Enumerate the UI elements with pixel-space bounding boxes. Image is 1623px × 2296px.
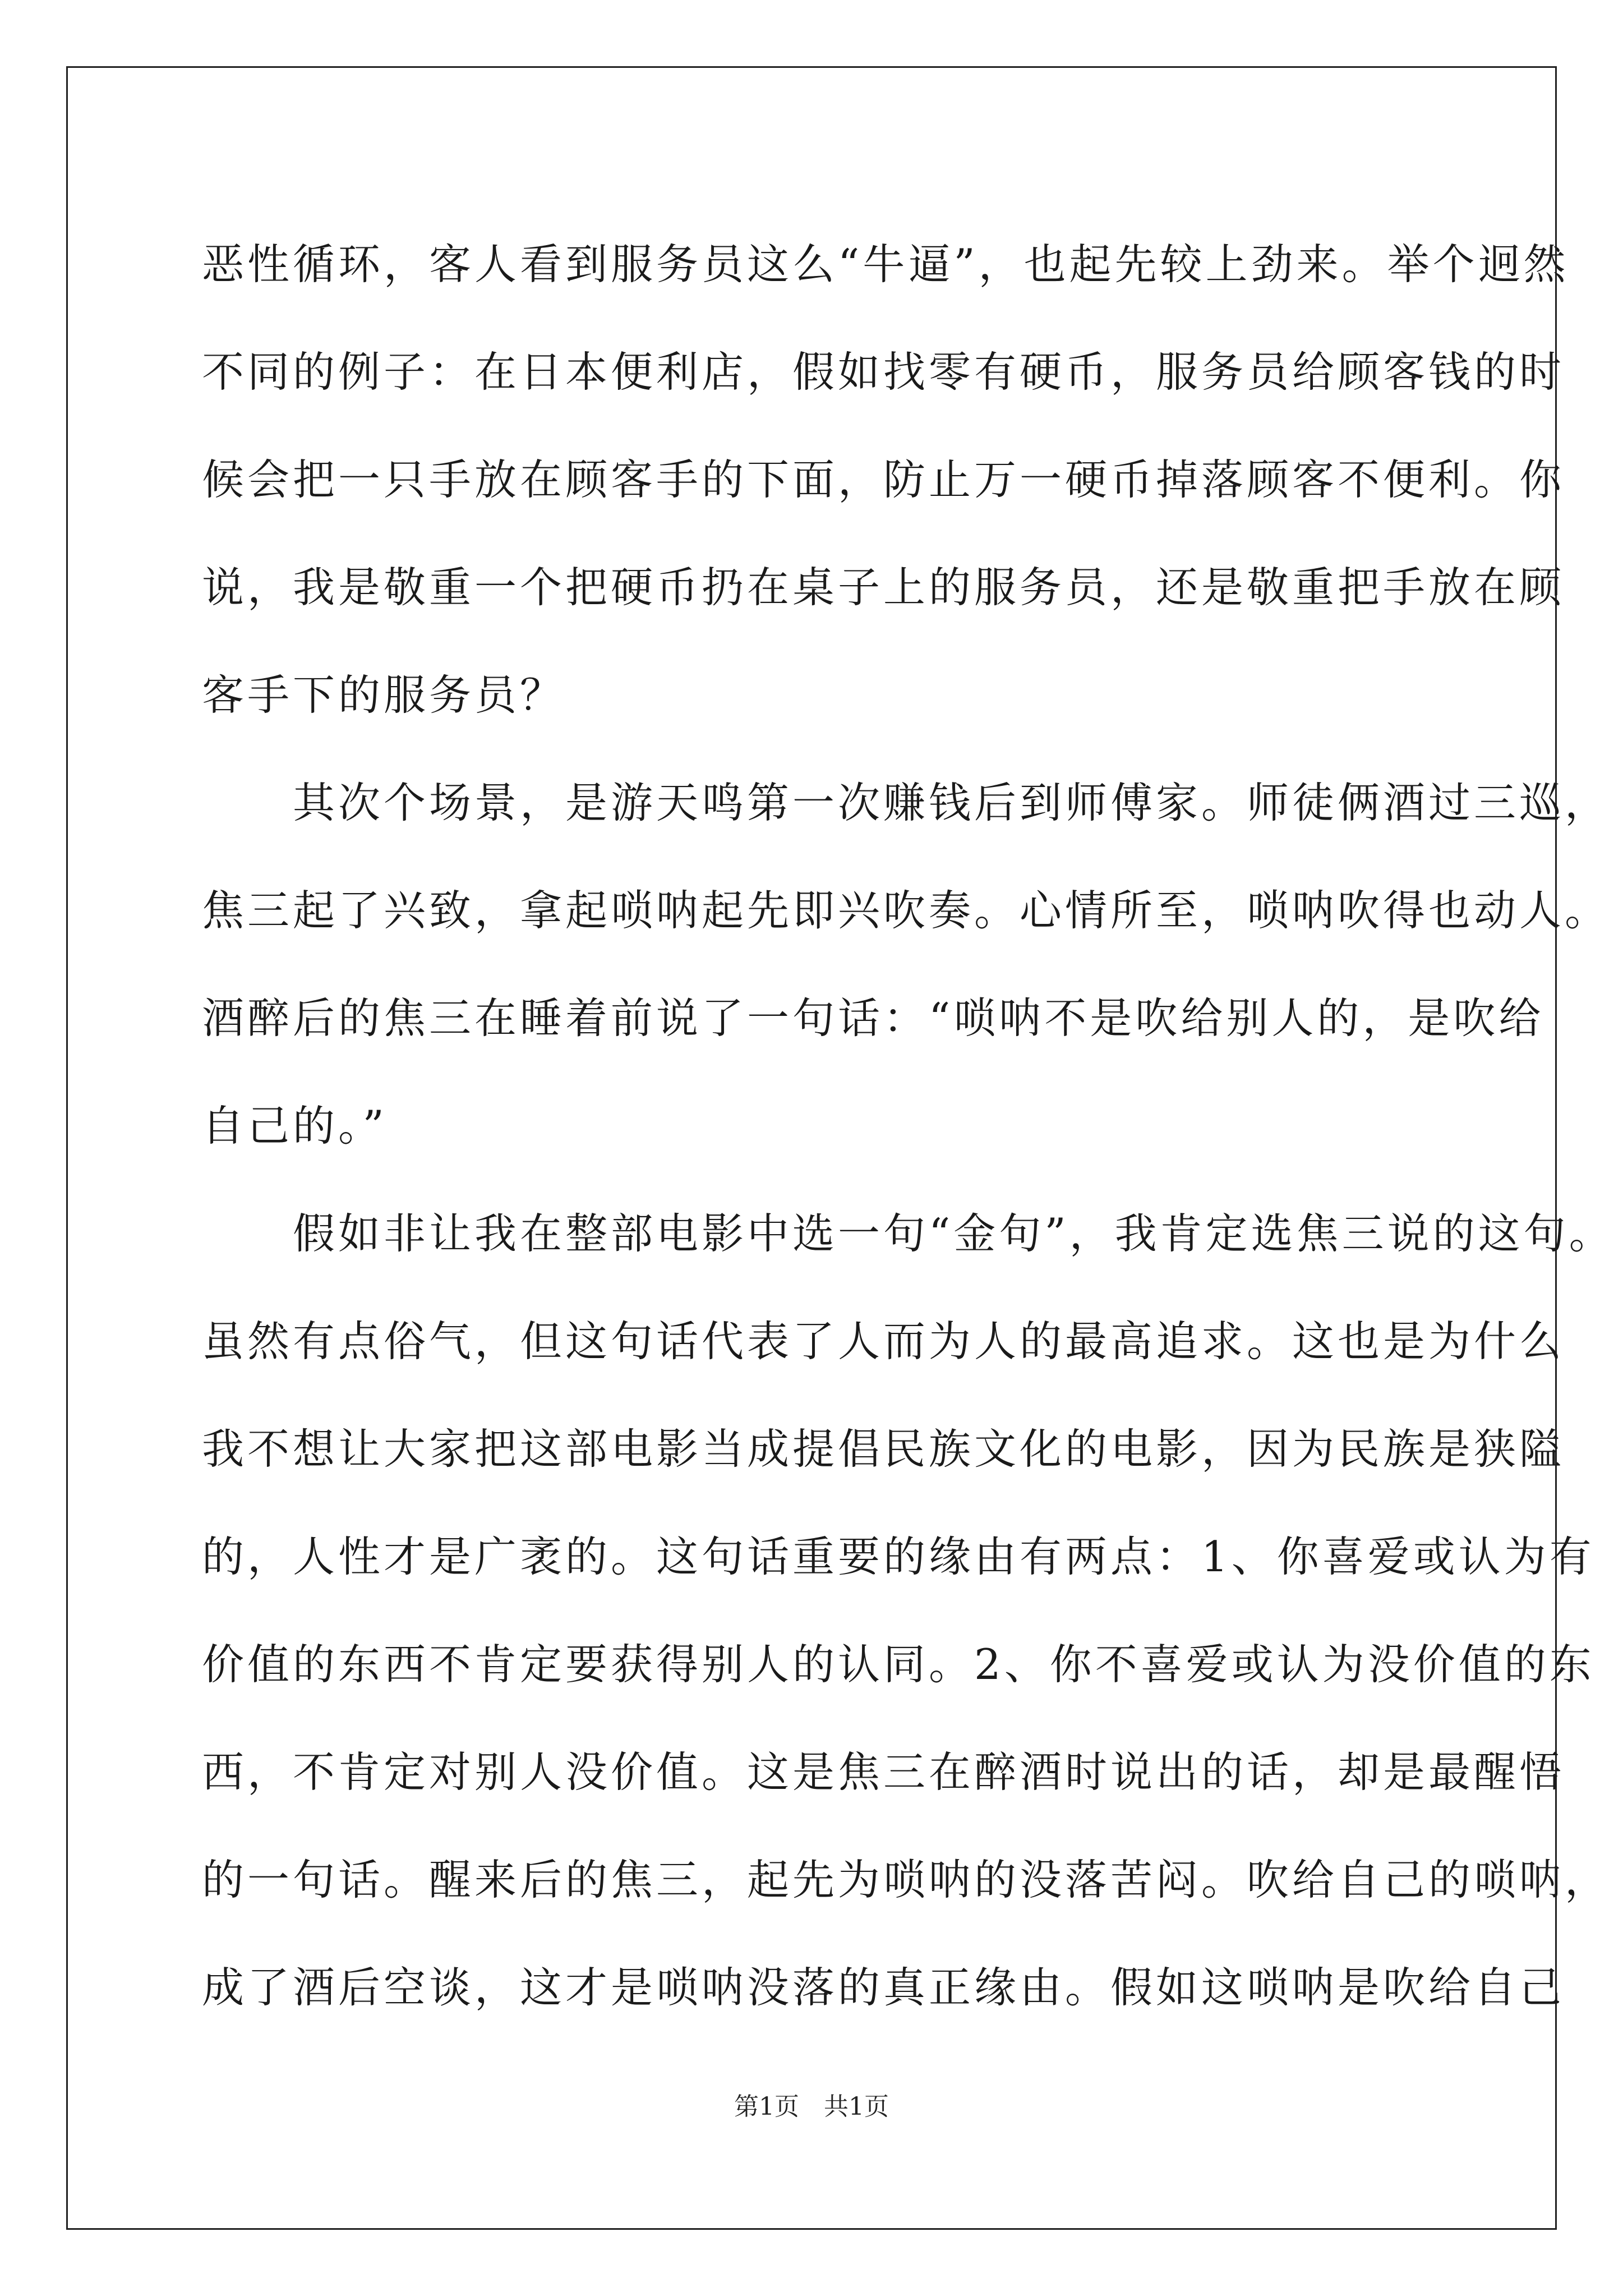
text-line: 酒醉后的焦三在睡着前说了一句话：“唢呐不是吹给别人的，是吹给 bbox=[202, 993, 1544, 1043]
document-body bbox=[202, 210, 1615, 2041]
text-line: 说，我是敬重一个把硬币扔在桌子上的服务员，还是敬重把手放在顾 bbox=[202, 563, 1565, 612]
text-line: 西，不肯定对别人没价值。这是焦三在醉酒时说出的话，却是最醒悟 bbox=[202, 1747, 1565, 1797]
text-line: 我不想让大家把这部电影当成提倡民族文化的电影，因为民族是狭隘 bbox=[202, 1424, 1565, 1474]
text-line: 客手下的服务员？ bbox=[202, 670, 566, 720]
text-line: 的，人性才是广袤的。这句话重要的缘由有两点：1、你喜爱或认为有 bbox=[202, 1532, 1595, 1581]
text-line: 不同的例子：在日本便利店，假如找零有硬币，服务员给顾客钱的时 bbox=[202, 347, 1565, 397]
text-line: 价值的东西不肯定要获得别人的认同。2、你不喜爱或认为没价值的东 bbox=[202, 1640, 1595, 1689]
text-line: 自己的。” bbox=[202, 1101, 388, 1151]
text-line: 虽然有点俗气，但这句话代表了人而为人的最高追求。这也是为什么 bbox=[202, 1317, 1565, 1366]
text-line: 成了酒后空谈，这才是唢呐没落的真正缘由。假如这唢呐是吹给自己 bbox=[202, 1963, 1565, 2012]
page-number-footer: 第1页 共1页 bbox=[734, 2092, 889, 2121]
text-line: 恶性循环，客人看到服务员这么“牛逼”，也起先较上劲来。举个迥然 bbox=[202, 240, 1569, 289]
text-line: 焦三起了兴致，拿起唢呐起先即兴吹奏。心情所至，唢呐吹得也动人。 bbox=[202, 886, 1611, 935]
text-line: 其次个场景，是游天鸣第一次赚钱后到师傅家。师徒俩酒过三巡， bbox=[202, 778, 1611, 827]
text-line: 假如非让我在整部电影中选一句“金句”，我肯定选焦三说的这句。 bbox=[202, 1209, 1615, 1258]
text-line: 候会把一只手放在顾客手的下面，防止万一硬币掉落顾客不便利。你 bbox=[202, 455, 1565, 504]
text-line: 的一句话。醒来后的焦三，起先为唢呐的没落苦闷。吹给自己的唢呐， bbox=[202, 1855, 1611, 1904]
